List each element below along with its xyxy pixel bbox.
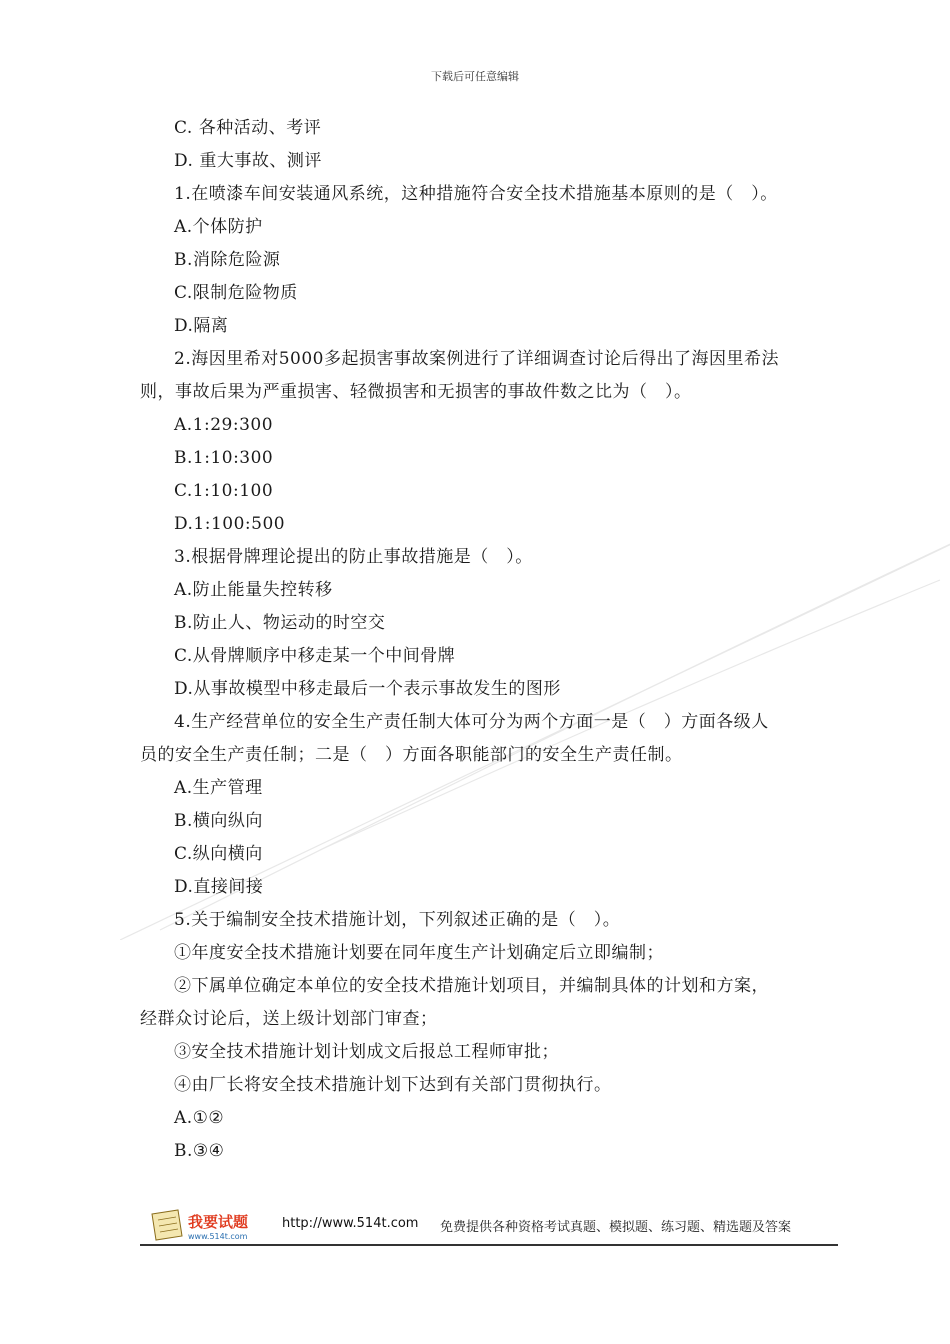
option-line: B.横向纵向	[174, 811, 263, 831]
option-line: B.防止人、物运动的时空交	[174, 613, 386, 633]
option-line: C.从骨牌顺序中移走某一个中间骨牌	[174, 646, 456, 666]
site-url-link[interactable]: http://www.514t.com	[282, 1216, 419, 1231]
question-line: 2.海因里希对5000多起损害事故案例进行了详细调查讨论后得出了海因里希法	[174, 349, 779, 369]
statement-line: ③安全技术措施计划计划成文后报总工程师审批；	[174, 1042, 559, 1062]
option-line: B.③④	[174, 1141, 225, 1161]
option-line: D. 重大事故、测评	[174, 151, 322, 171]
question-line: 4.生产经营单位的安全生产责任制大体可分为两个方面一是（ ）方面各级人	[174, 712, 769, 732]
statement-line: ②下属单位确定本单位的安全技术措施计划项目，并编制具体的计划和方案，	[174, 976, 769, 996]
option-line: C.1:10:100	[174, 481, 274, 501]
document-body	[140, 112, 840, 1168]
option-line: B.1:10:300	[174, 448, 274, 468]
option-line: A.①②	[174, 1108, 225, 1128]
logo-url: www.514t.com	[188, 1232, 248, 1241]
option-line: B.消除危险源	[174, 250, 281, 270]
footer-description: 免费提供各种资格考试真题、模拟题、练习题、精选题及答案	[440, 1220, 792, 1235]
footer-divider	[140, 1244, 838, 1246]
logo-text: 我要试题	[188, 1213, 249, 1231]
site-logo[interactable]	[148, 1208, 270, 1242]
question-line: 3.根据骨牌理论提出的防止事故措施是（ ）。	[174, 547, 533, 567]
question-line: 1.在喷漆车间安装通风系统，这种措施符合安全技术措施基本原则的是（ ）。	[174, 184, 778, 204]
option-line: D.从事故模型中移走最后一个表示事故发生的图形	[174, 679, 561, 699]
statement-line-continued: 经群众讨论后，送上级计划部门审查；	[140, 1009, 438, 1029]
option-line: D.隔离	[174, 316, 229, 336]
question-line-continued: 员的安全生产责任制；二是（ ）方面各职能部门的安全生产责任制。	[140, 745, 683, 765]
page-header: 下载后可任意编辑	[431, 70, 519, 83]
page-footer	[140, 1206, 838, 1246]
statement-line: ④由厂长将安全技术措施计划下达到有关部门贯彻执行。	[174, 1075, 612, 1095]
option-line: D.直接间接	[174, 877, 264, 897]
question-line-continued: 则，事故后果为严重损害、轻微损害和无损害的事故件数之比为（ ）。	[140, 382, 692, 402]
question-line: 5.关于编制安全技术措施计划，下列叙述正确的是（ ）。	[174, 910, 621, 930]
option-line: A.1:29:300	[174, 415, 274, 435]
option-line: A.防止能量失控转移	[174, 580, 333, 600]
option-line: A.个体防护	[174, 217, 263, 237]
option-line: A.生产管理	[174, 778, 263, 798]
statement-line: ①年度安全技术措施计划要在同年度生产计划确定后立即编制；	[174, 943, 664, 963]
option-line: D.1:100:500	[174, 514, 286, 534]
option-line: C.纵向横向	[174, 844, 263, 864]
option-line: C.限制危险物质	[174, 283, 298, 303]
option-line: C. 各种活动、考评	[174, 118, 322, 138]
